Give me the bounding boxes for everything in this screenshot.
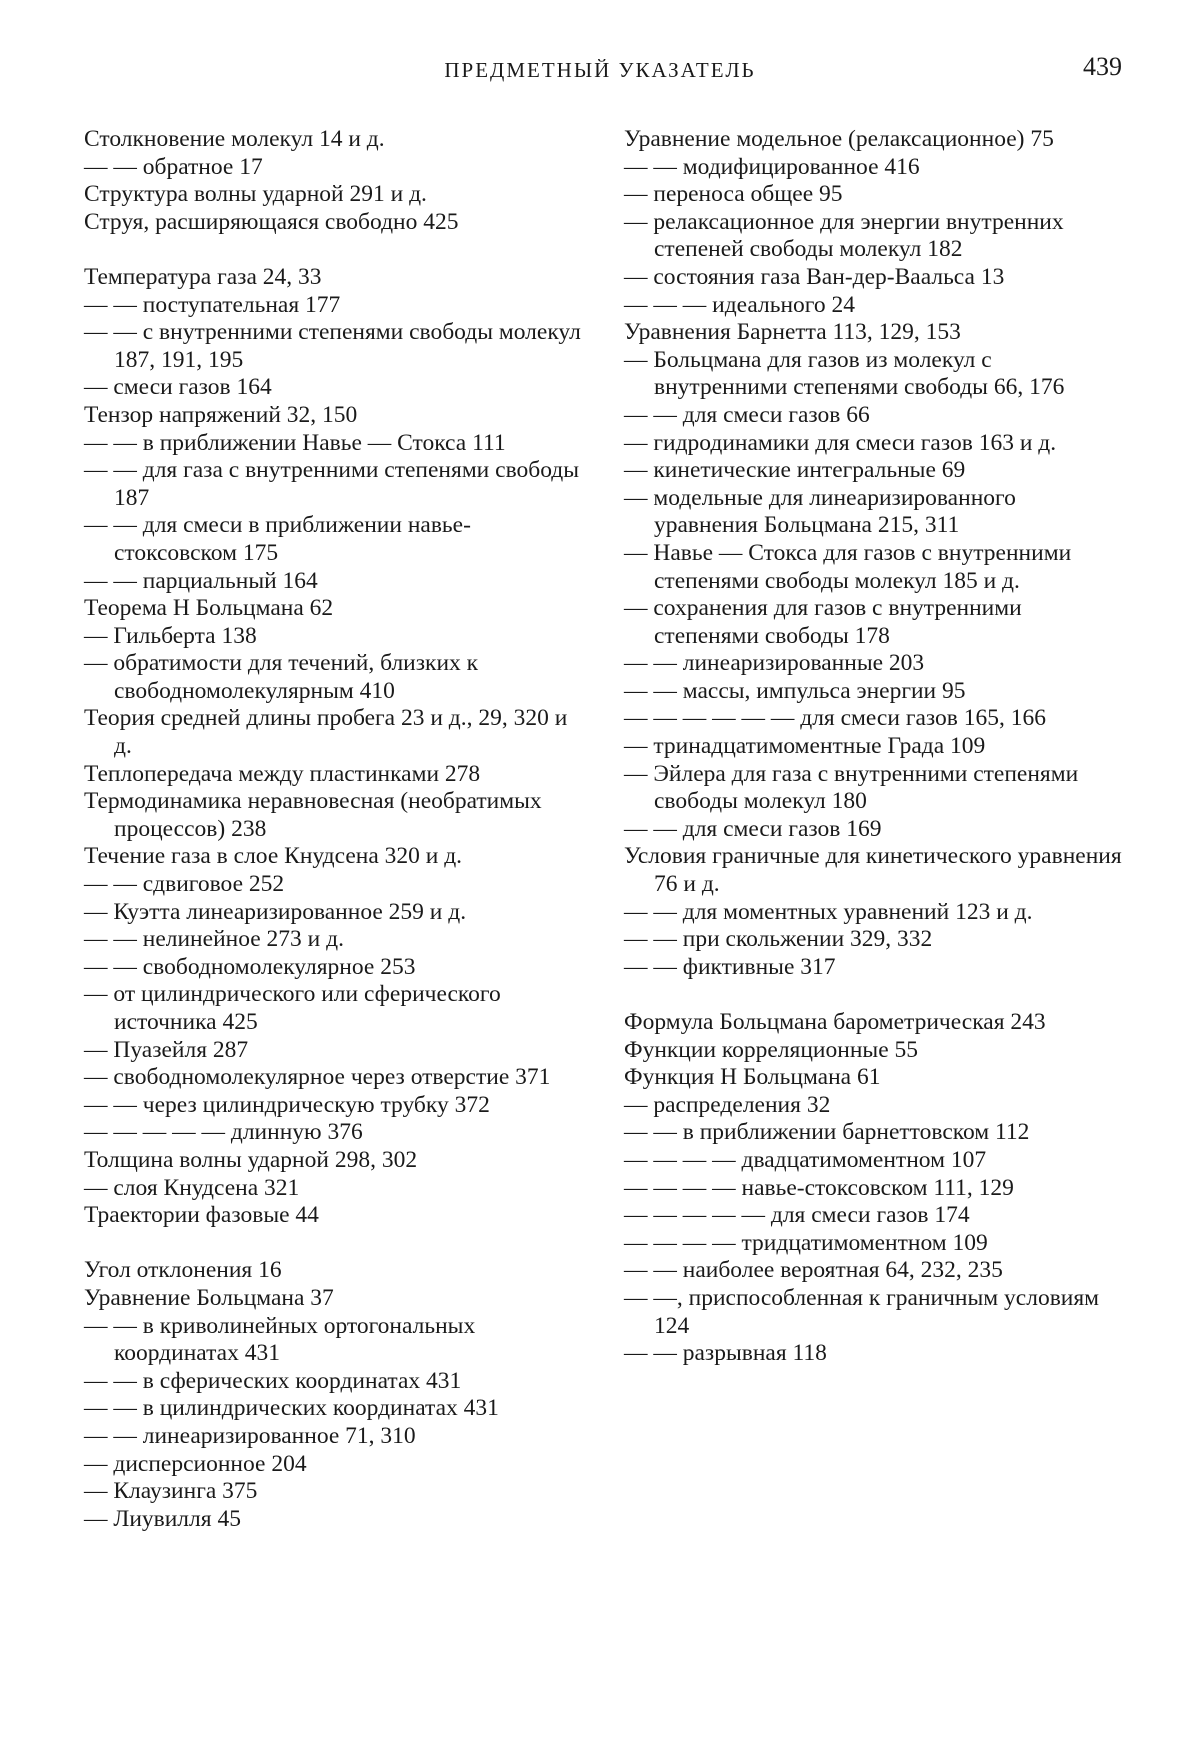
index-entry: — — с внутренними степенями свободы молекул 187, 191, 195 xyxy=(84,319,581,373)
index-entry: — — обратное 17 xyxy=(84,153,263,180)
index-entry: — — линеаризированное 71, 310 xyxy=(84,1422,416,1449)
index-entry: — — сдвиговое 252 xyxy=(84,871,285,898)
index-entry: — — — — — — для смеси газов 165, 166 xyxy=(624,705,1047,732)
index-entry: Толщина волны ударной 298, 302 xyxy=(84,1146,418,1173)
index-column-left xyxy=(84,126,584,1533)
index-entry: — сохранения для газов с внутренними степенями свободы 178 xyxy=(624,595,1022,649)
index-entry: — гидродинамики для смеси газов 163 и д. xyxy=(624,429,1057,456)
index-entry: Тензор напряжений 32, 150 xyxy=(84,401,358,428)
index-entry: Термодинамика неравновесная (необратимых процессов) 238 xyxy=(84,788,542,842)
index-entry: — — массы, импульса энергии 95 xyxy=(624,677,966,704)
index-entry: — Клаузинга 375 xyxy=(84,1478,258,1505)
index-entry: — — наиболее вероятная 64, 232, 235 xyxy=(624,1257,1003,1284)
index-entry: — — при скольжении 329, 332 xyxy=(624,926,933,953)
index-entry: — — поступательная 177 xyxy=(84,291,341,318)
index-entry: — — в криволинейных ортогональных координатах 431 xyxy=(84,1312,476,1367)
index-entry: — — для смеси в приближении навье-стоксовском 175 xyxy=(84,512,471,566)
index-column-right xyxy=(624,126,1124,1368)
index-entry: — состояния газа Ван-дер-Ваальса 13 xyxy=(624,263,1005,290)
index-entry: — смеси газов 164 xyxy=(84,374,272,401)
index-entry: — Эйлера для газа с внутренними степенями свободы молекул 180 xyxy=(624,760,1079,815)
page-title: ПРЕДМЕТНЫЙ УКАЗАТЕЛЬ xyxy=(444,58,756,82)
index-entry: — Навье — Стокса для газов с внутренними степенями свободы молекул 185 и д. xyxy=(624,539,1072,594)
index-entry: — слоя Кнудсена 321 xyxy=(84,1174,300,1201)
index-entry: — — в приближении Навье — Стокса 111 xyxy=(84,429,506,456)
index-entry: — — для смеси газов 66 xyxy=(624,401,870,428)
index-entry: — — — — навье-стоксовском 111, 129 xyxy=(624,1174,1014,1201)
index-entry: — Лиувилля 45 xyxy=(84,1505,241,1532)
section-gap xyxy=(624,981,1124,1009)
index-entry: Температура газа 24, 33 xyxy=(84,263,322,290)
page-number: 439 xyxy=(1083,52,1122,81)
index-entry: Функция H Больцмана 61 xyxy=(624,1064,881,1091)
index-entry: Структура волны ударной 291 и д. xyxy=(84,181,427,208)
index-entry: — — через цилиндрическую трубку 372 xyxy=(84,1091,490,1118)
page-header xyxy=(0,52,1200,94)
index-entry: — дисперсионное 204 xyxy=(84,1450,307,1477)
index-entry: — — свободномолекулярное 253 xyxy=(84,953,416,980)
section-gap xyxy=(84,1230,584,1258)
index-entry: Функции корреляционные 55 xyxy=(624,1036,919,1063)
index-entry: — свободномолекулярное через отверстие 371 xyxy=(84,1064,551,1091)
index-entry: — —, приспособленная к граничным условиям 124 xyxy=(624,1284,1100,1339)
index-entry: — от цилиндрического или сферического источника 425 xyxy=(84,981,501,1035)
index-entry: — переноса общее 95 xyxy=(624,181,843,208)
index-entry: Траектории фазовые 44 xyxy=(84,1202,319,1229)
index-entry: — — — — — для смеси газов 174 xyxy=(624,1202,970,1229)
index-entry: — — разрывная 118 xyxy=(624,1340,827,1367)
index-entry: — — в сферических координатах 431 xyxy=(84,1367,462,1394)
index-entry: — Пуазейля 287 xyxy=(84,1036,249,1063)
index-entry: — Гильберта 138 xyxy=(84,622,257,649)
index-entry: — — для смеси газов 169 xyxy=(624,815,882,842)
index-entry: Формула Больцмана барометрическая 243 xyxy=(624,1009,1046,1035)
index-entry: — — модифицированное 416 xyxy=(624,153,920,180)
index-entry: Угол отклонения 16 xyxy=(84,1257,282,1284)
section-gap xyxy=(84,236,584,264)
index-entry: — распределения 32 xyxy=(624,1091,831,1118)
index-entry: — — парциальный 164 xyxy=(84,567,318,594)
index-entry: — — — идеального 24 xyxy=(624,291,855,318)
index-entry: Уравнения Барнетта 113, 129, 153 xyxy=(624,319,961,346)
index-entry: Условия граничные для кинетического уравнения 76 и д. xyxy=(624,843,1122,898)
index-entry: — кинетические интегральные 69 xyxy=(624,457,966,484)
index-entry: Уравнение Больцмана 37 xyxy=(84,1284,334,1311)
index-entry: — Куэтта линеаризированное 259 и д. xyxy=(84,898,467,925)
index-entry: Струя, расширяющаяся свободно 425 xyxy=(84,208,459,235)
index-entry: — релаксационное для энергии внутренних степеней свободы молекул 182 xyxy=(624,208,1064,263)
index-entry: Течение газа в слое Кнудсена 320 и д. xyxy=(84,843,463,870)
index-entry: — — в цилиндрических координатах 431 xyxy=(84,1395,499,1422)
index-entry: — — для моментных уравнений 123 и д. xyxy=(624,898,1033,925)
index-entry: Теория средней длины пробега 23 и д., 29, 320 и д. xyxy=(84,705,568,760)
index-entry: — тринадцатимоментные Града 109 xyxy=(624,733,986,760)
index-entry: — обратимости для течений, близких к свободномолекулярным 410 xyxy=(84,650,479,704)
index-entry: Столкновение молекул 14 и д. xyxy=(84,126,385,152)
index-entry: — — — — — длинную 376 xyxy=(84,1119,363,1146)
index-entry: Уравнение модельное (релаксационное) 75 xyxy=(624,126,1054,152)
index-entry: — — фиктивные 317 xyxy=(624,953,836,980)
index-entry: — — — — тридцатимоментном 109 xyxy=(624,1229,988,1256)
index-entry: — — в приближении барнеттовском 112 xyxy=(624,1119,1030,1146)
index-entry: — — линеаризированные 203 xyxy=(624,650,925,677)
index-entry: — — — — двадцатимоментном 107 xyxy=(624,1146,987,1173)
index-entry: Теорема H Больцмана 62 xyxy=(84,595,334,622)
index-entry: Теплопередача между пластинками 278 xyxy=(84,760,481,787)
index-entry: — — для газа с внутренними степенями свободы 187 xyxy=(84,457,580,511)
index-entry: — модельные для линеаризированного уравнения Больцмана 215, 311 xyxy=(624,484,1016,539)
index-entry: — Больцмана для газов из молекул с внутренними степенями свободы 66, 176 xyxy=(624,346,1065,401)
index-entry: — — нелинейное 273 и д. xyxy=(84,926,344,953)
